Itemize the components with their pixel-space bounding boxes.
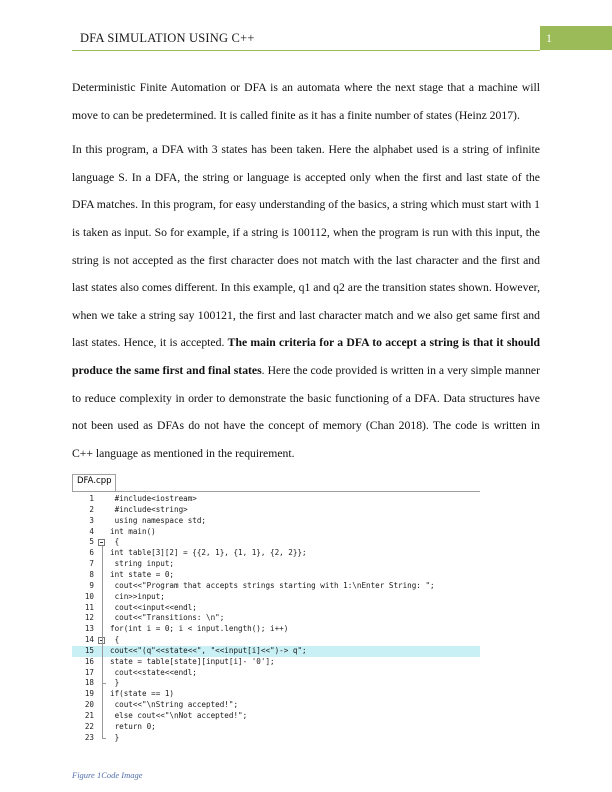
code-text: using namespace std; xyxy=(110,515,207,525)
code-line xyxy=(72,646,480,657)
code-text: cout<<"Program that accepts strings starting with 1:\nEnter String: "; xyxy=(110,580,435,590)
code-text: } xyxy=(110,732,120,742)
code-line xyxy=(72,689,480,700)
code-line xyxy=(72,592,480,603)
code-text: cout<<"Transitions: \n"; xyxy=(110,613,225,623)
code-text: int main() xyxy=(110,526,156,536)
code-line xyxy=(72,505,480,516)
code-line xyxy=(72,494,480,505)
paragraph-2-before-bold: In this program, a DFA with 3 states has been taken. Here the alphabet used is a string of infinite language S. In a DFA, the string or language is accepted only when the first and last state of the DFA matches. In this program, for easy understanding of the basics, a string which must start with 1 is taken as input. So for example, if a string is 100112, when the program is run with this input, the string is not accepted as the first character does not match with the last character and the first and last states also comes different. In this example, q1 and q2 are the transition states shown. However, when we take a string say 100121, the first and last character match and we also get same first and last states. Hence, it is accepted. xyxy=(72,143,540,350)
page-number-box xyxy=(540,26,612,50)
line-number: 3 xyxy=(89,515,94,525)
code-line xyxy=(72,700,480,711)
line-number: 18 xyxy=(84,678,94,688)
code-text: cin>>input; xyxy=(110,591,165,601)
paragraph-2-bold-criteria: The main criteria for a DFA to accept a string is that it should produce the same first and final states xyxy=(72,336,540,377)
code-text: state = table[state][input[i]- '0']; xyxy=(110,656,275,666)
line-number: 19 xyxy=(84,689,94,699)
running-header-title: DFA SIMULATION USING C++ xyxy=(80,31,255,45)
line-number: 5 xyxy=(89,537,94,547)
code-text: for(int i = 0; i < input.length(); i++) xyxy=(110,624,289,634)
code-line xyxy=(72,548,480,559)
code-text: int table[3][2] = {{2, 1}, {1, 1}, {2, 2}}; xyxy=(110,548,307,558)
line-number: 4 xyxy=(89,526,94,536)
paragraph-program-description xyxy=(72,136,540,467)
code-line xyxy=(72,624,480,635)
code-text: cout<<"\nString accepted!"; xyxy=(110,700,239,710)
code-text: if(state == 1) xyxy=(110,689,175,699)
code-line xyxy=(72,603,480,614)
code-line xyxy=(72,678,480,689)
code-editor-body xyxy=(72,494,480,752)
page-number: 1 xyxy=(546,31,552,45)
editor-tab-label: DFA.cpp xyxy=(77,476,112,486)
code-line xyxy=(72,722,480,733)
line-number: 23 xyxy=(84,732,94,742)
code-text: cout<<state<<endl; xyxy=(110,667,197,677)
paragraph-1-text: Deterministic Finite Automation or DFA is an automata where the next stage that a machine will move to can be predetermined. It is called finite as it has a finite number of states (Heinz 2017). xyxy=(72,81,540,122)
code-line xyxy=(72,733,480,744)
fold-guide-loop xyxy=(102,644,103,683)
code-text: int state = 0; xyxy=(110,569,175,579)
code-line xyxy=(72,613,480,624)
line-number: 9 xyxy=(89,580,94,590)
fold-guide-main xyxy=(102,546,103,737)
code-line xyxy=(72,527,480,538)
code-line xyxy=(72,581,480,592)
fold-guide-main-end xyxy=(102,738,106,739)
code-text: #include<string> xyxy=(110,504,188,514)
code-line xyxy=(72,711,480,722)
code-text: { xyxy=(110,537,120,547)
code-line xyxy=(72,635,480,646)
header-rule xyxy=(72,50,540,51)
fold-collapse-icon[interactable] xyxy=(98,539,105,546)
editor-tab-bar xyxy=(72,474,480,492)
line-number: 21 xyxy=(84,711,94,720)
code-text: else cout<<"\nNot accepted!"; xyxy=(110,711,248,720)
code-text: cout<<input<<endl; xyxy=(110,602,197,612)
line-number: 17 xyxy=(84,667,94,677)
line-number: 8 xyxy=(89,569,94,579)
code-text: cout<<"(q"<<state<<", "<<input[i]<<")-> q"; xyxy=(110,645,307,655)
code-text: string input; xyxy=(110,559,175,569)
body-text xyxy=(72,74,540,474)
code-line xyxy=(72,570,480,581)
code-text: } xyxy=(110,678,120,688)
line-number: 15 xyxy=(84,645,94,655)
line-number: 14 xyxy=(84,635,94,645)
fold-guide-loop-end xyxy=(102,683,106,684)
line-number: 7 xyxy=(89,559,94,569)
code-text: { xyxy=(110,635,120,645)
code-text: #include<iostream> xyxy=(110,494,197,503)
code-line xyxy=(72,537,480,548)
paragraph-dfa-definition xyxy=(72,74,540,129)
line-number: 22 xyxy=(84,721,94,731)
code-screenshot xyxy=(72,474,480,754)
line-number: 13 xyxy=(84,624,94,634)
line-number: 16 xyxy=(84,656,94,666)
line-number: 1 xyxy=(89,494,94,503)
line-number: 20 xyxy=(84,700,94,710)
code-line xyxy=(72,657,480,668)
line-number: 12 xyxy=(84,613,94,623)
code-line xyxy=(72,516,480,527)
line-number: 6 xyxy=(89,548,94,558)
line-number: 10 xyxy=(84,591,94,601)
paragraph-2-after-bold: . Here the code provided is written in a very simple manner to reduce complexity in order to demonstrate the basic functioning of a DFA. Data structures have not been used as DFAs do not have the concept of memory (Chan 2018). The code is written in C++ language as mentioned in the requirement. xyxy=(72,363,541,460)
code-line xyxy=(72,559,480,570)
line-number: 11 xyxy=(84,602,94,612)
line-number: 2 xyxy=(89,504,94,514)
code-line xyxy=(72,668,480,679)
code-text: return 0; xyxy=(110,721,156,731)
figure-caption: Figure 1Code Image xyxy=(72,770,143,780)
